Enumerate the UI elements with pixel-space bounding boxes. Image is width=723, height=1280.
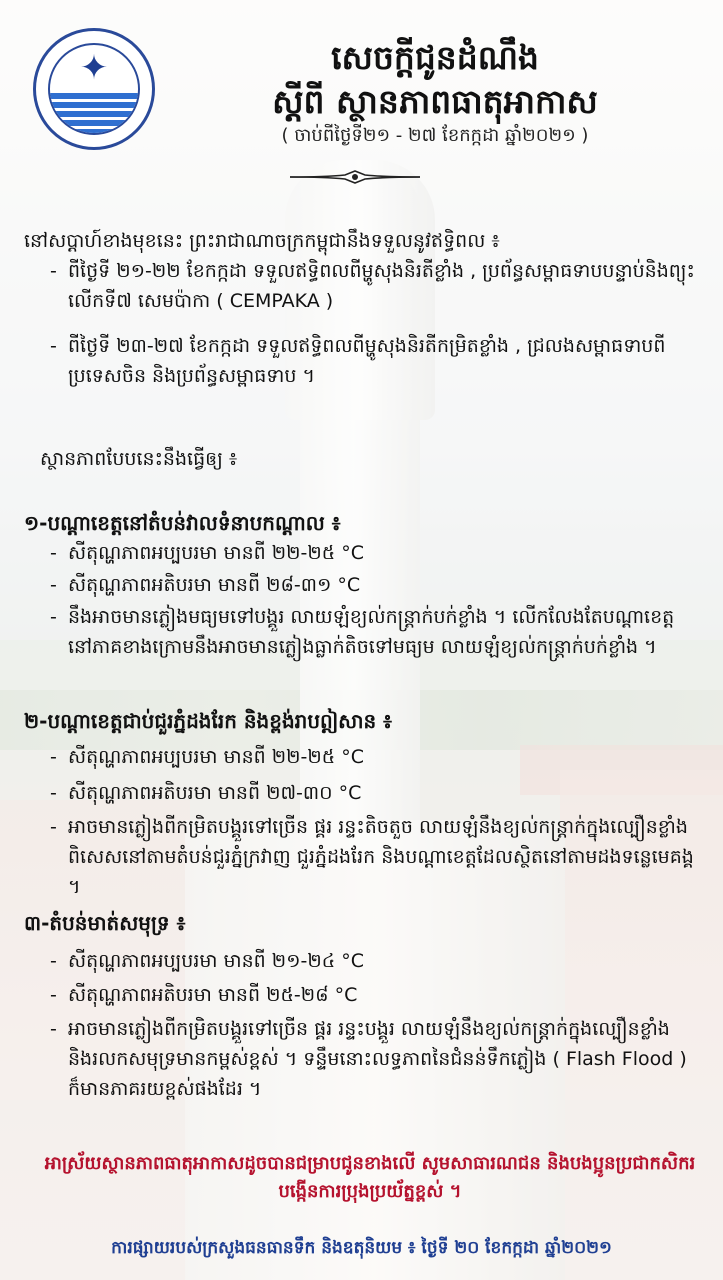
intro-lead-2: ស្ថានភាពបែបនេះនឹងធ្វើឲ្យ ៖ <box>40 448 238 470</box>
section-heading: ៣-តំបន់មាត់សមុទ្រ ៖ <box>24 911 186 935</box>
section-item: - សីតុណ្ហភាពអប្បបរមា មានពី ២១-២៤ °C <box>50 950 365 972</box>
section-heading: ១-បណ្តាខេត្តនៅតំបន់វាលទំនាបកណ្តាល ៖ <box>24 511 341 535</box>
title-line-1: សេចក្តីជូនដំណឹង <box>331 38 539 77</box>
intro-bullet: - ពីថ្ងៃទី ២១-២២ ខែកក្កដា ទទួលឥទ្ធិពលពីម្ហូសុងនិរតីខ្លាំង , ប្រព័ន្ធសម្ពាធទាបបន្ទាប់និងព្យុះលើកទី៧ សេមប៉ាកា ( CEMPAKA ) <box>50 260 695 312</box>
date-range: ( ចាប់ពីថ្ងៃទី២១ - ២៧ ខែកក្កដា ឆ្នាំ២០២១ ) <box>281 125 589 146</box>
section-item: - នឹងអាចមានភ្លៀងមធ្យមទៅបង្គួរ លាយឡំខ្យល់កន្ត្រាក់បក់ខ្លាំង ។ លើកលែងតែបណ្តាខេត្តនៅភាគខាងក្រោមនឹងអាចមានភ្លៀងធ្លាក់តិចទៅមធ្យម លាយឡំខ្យល់កន្ត្រាក់បក់ខ្លាំង ។ <box>50 606 675 658</box>
section-item: - សីតុណ្ហភាពអតិបរមា មានពី ២៨-៣១ °C <box>50 574 361 596</box>
intro-bullet: - ពីថ្ងៃទី ២៣-២៧ ខែកក្កដា ទទួលឥទ្ធិពលពីម្ហូសុងនិរតីកម្រិតខ្លាំង , ជ្រលងសម្ពាធទាបពីប្រទេសចិន និងប្រព័ន្ធសម្ពាធទាប ។ <box>50 335 666 387</box>
ministry-logo <box>33 28 155 150</box>
section-item: - សីតុណ្ហភាពអប្បបរមា មានពី ២២-២៥ °C <box>50 542 365 564</box>
section-item: - សីតុណ្ហភាពអតិបរមា មានពី ២៧-៣០ °C <box>50 782 362 804</box>
compass-star-icon: ✦ <box>79 48 109 88</box>
logo-emblem-icon <box>48 43 140 135</box>
section-item: - សីតុណ្ហភាពអប្បបរមា មានពី ២២-២៥ °C <box>50 746 365 768</box>
section-heading: ២-បណ្តាខេត្តជាប់ជួរភ្នំដងរែក និងខ្ពង់រាបឦសាន ៖ <box>24 709 392 733</box>
advisory-note: អាស្រ័យស្ថានភាពធាតុអាកាសដូចបានជម្រាបជូនខាងលើ សូមសាធារណជន និងបងប្អូនប្រជាកសិករបង្កើនការប្រុងប្រយ័ត្នខ្ពស់ ។ <box>44 1153 696 1202</box>
ornament-divider-icon <box>290 167 420 187</box>
section-item: - អាចមានភ្លៀងពីកម្រិតបង្គួរទៅច្រើន ផ្គរ រន្ទះបង្គួរ លាយឡំនឹងខ្យល់កន្ត្រាក់ក្នុងល្បឿនខ្លាំង និងរលកសមុទ្រមានកម្ពស់ខ្ពស់ ។ ទន្ទឹមនោះលទ្ធភាពនៃជំនន់ទឹកភ្លៀង ( Flash Flood ) ក៏មានភាគរយខ្ពស់ផងដែរ ។ <box>50 1018 687 1100</box>
footer-source: ការផ្សាយរបស់ក្រសួងធនធានទឹក និងឧតុនិយម ៖ ថ្ងៃទី ២០ ខែកក្កដា ឆ្នាំ២០២១ <box>111 1238 612 1258</box>
title-line-2: ស្តីពី ស្ថានភាពធាតុអាកាស <box>272 82 598 121</box>
section-item: - សីតុណ្ហភាពអតិបរមា មានពី ២៥-២៨ °C <box>50 984 358 1006</box>
waves-icon <box>50 93 138 133</box>
intro-lead: នៅសប្តាហ៍ខាងមុខនេះ ព្រះរាជាណាចក្រកម្ពុជានឹងទទួលនូវឥទ្ធិពល ៖ <box>24 230 500 252</box>
section-item: - អាចមានភ្លៀងពីកម្រិតបង្គួរទៅច្រើន ផ្គរ រន្ទះតិចតួច លាយឡំនឹងខ្យល់កន្ត្រាក់ក្នុងល្បឿនខ្លាំងពិសេសនៅតាមតំបន់ជួរភ្នំក្រវាញ ជួរភ្នំដងរែក និងបណ្តាខេត្តដែលស្ថិតនៅតាមដងទន្លេមេគង្គ ។ <box>50 816 694 898</box>
